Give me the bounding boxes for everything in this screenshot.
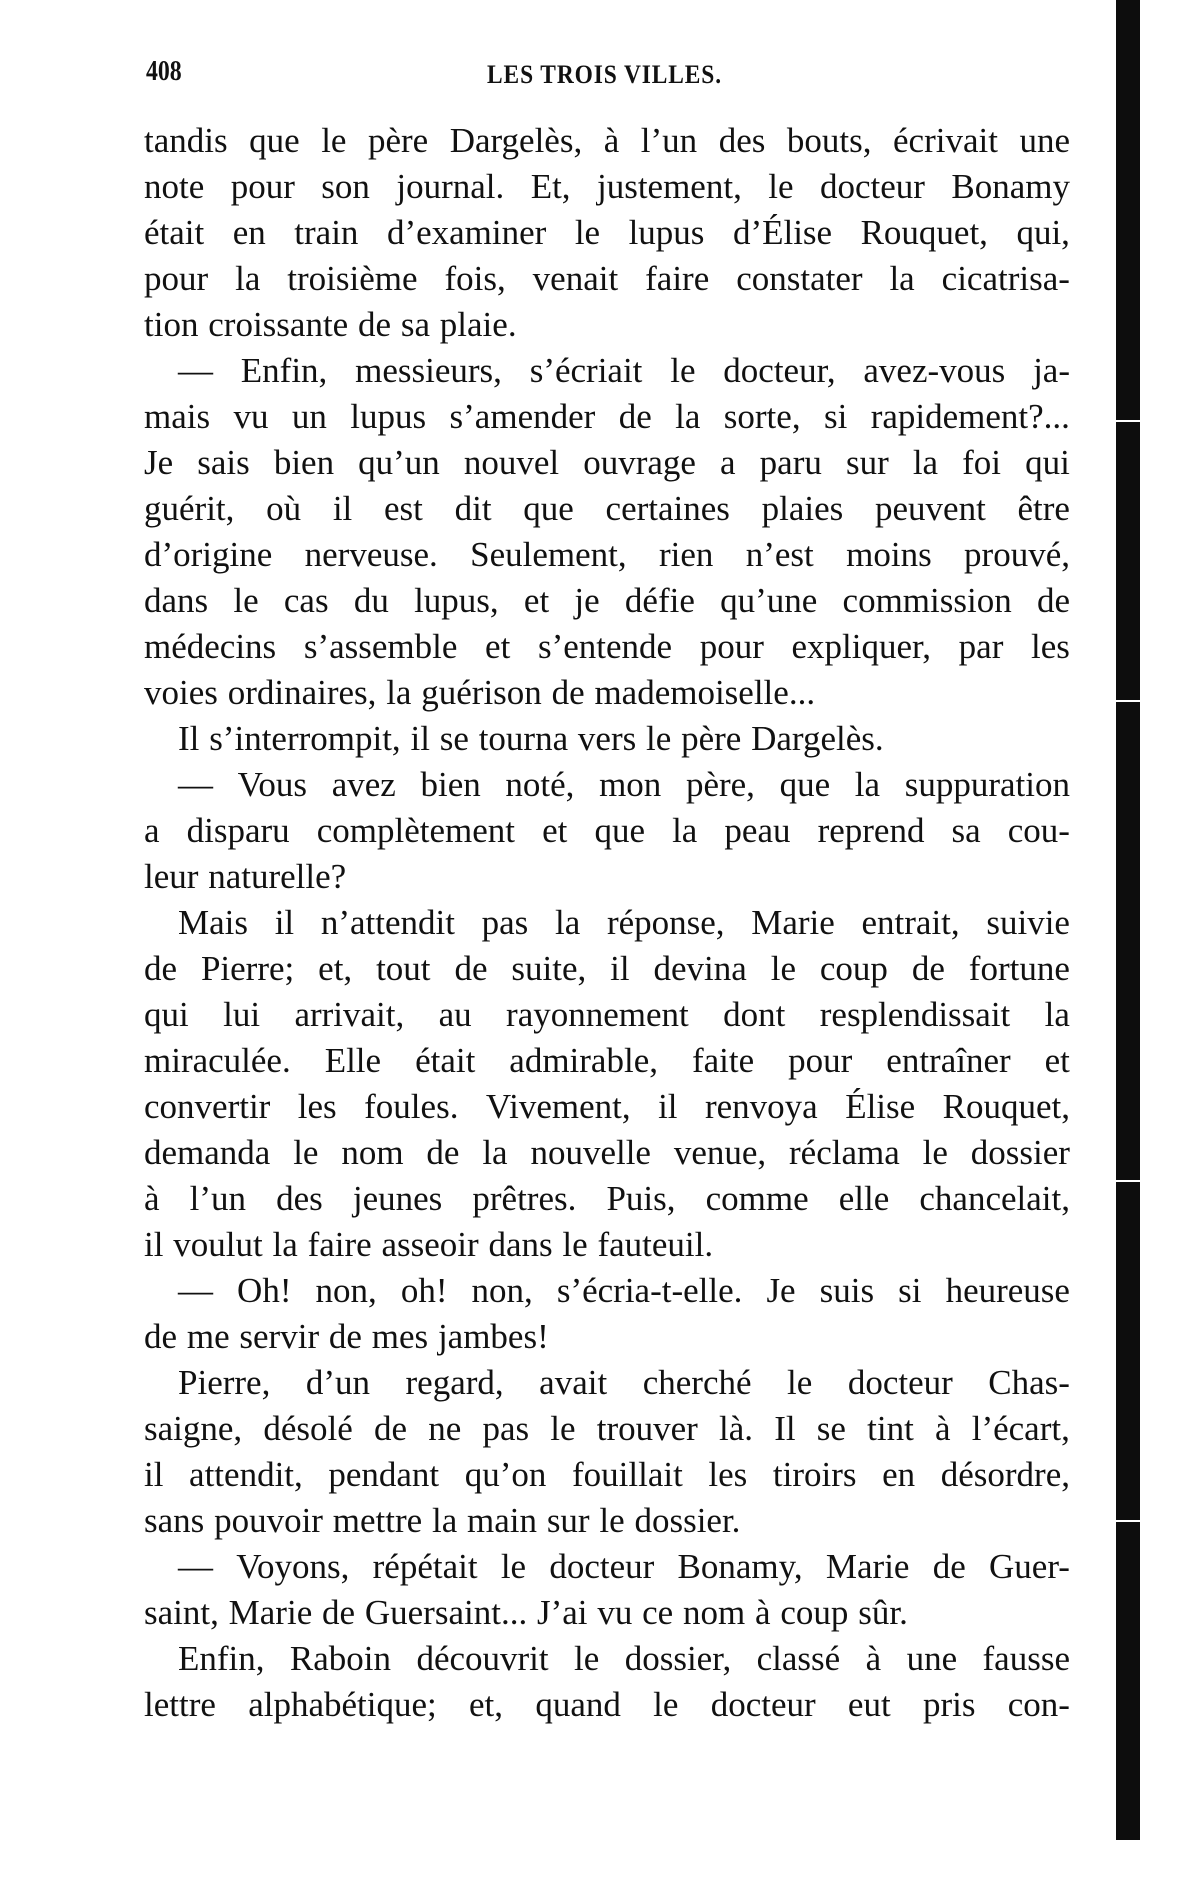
text-line: sans pouvoir mettre la main sur le dossier. — [144, 1501, 741, 1540]
text-line: voies ordinaires, la guérison de mademoiselle... — [144, 673, 816, 712]
text-line: convertir les foules. Vivement, il renvoya Élise Rouquet, — [144, 1087, 1070, 1126]
text-line: — Vous avez bien noté, mon père, que la suppuration — [178, 765, 1070, 804]
text-line: — Voyons, répétait le docteur Bonamy, Marie de Guer- — [178, 1547, 1070, 1586]
running-title-text: LES TROIS VILLES. — [487, 60, 723, 89]
page-number: 408 — [146, 56, 182, 87]
text-line: Il s’interrompit, il se tourna vers le père Dargelès. — [178, 719, 884, 758]
text-line: demanda le nom de la nouvelle venue, réclama le dossier — [144, 1133, 1070, 1172]
text-line: médecins s’assemble et s’entende pour expliquer, par les — [144, 627, 1070, 666]
text-line: note pour son journal. Et, justement, le docteur Bonamy — [144, 167, 1070, 206]
text-line: tion croissante de sa plaie. — [144, 305, 517, 344]
text-line: leur naturelle? — [144, 857, 347, 896]
text-line: était en train d’examiner le lupus d’Élise Rouquet, qui, — [144, 213, 1070, 252]
text-line: lettre alphabétique; et, quand le docteur eut pris con- — [144, 1685, 1070, 1724]
text-line: — Enfin, messieurs, s’écriait le docteur, avez-vous ja- — [178, 351, 1070, 390]
text-line: saigne, désolé de ne pas le trouver là. Il se tint à l’écart, — [144, 1409, 1070, 1448]
text-line: Enfin, Raboin découvrit le dossier, classé à une fausse — [178, 1639, 1070, 1678]
text-line: tandis que le père Dargelès, à l’un des bouts, écrivait une — [144, 121, 1070, 160]
text-line: miraculée. Elle était admirable, faite pour entraîner et — [144, 1041, 1070, 1080]
text-line: de me servir de mes jambes! — [144, 1317, 549, 1356]
text-line: Mais il n’attendit pas la réponse, Marie entrait, suivie — [178, 903, 1070, 942]
text-line: a disparu complètement et que la peau reprend sa cou- — [144, 811, 1070, 850]
text-line: il attendit, pendant qu’on fouillait les tiroirs en désordre, — [144, 1455, 1070, 1494]
text-line: Pierre, d’un regard, avait cherché le docteur Chas- — [178, 1363, 1070, 1402]
text-line: saint, Marie de Guersaint... J’ai vu ce nom à coup sûr. — [144, 1593, 908, 1632]
body-text — [144, 118, 1070, 1728]
text-line: de Pierre; et, tout de suite, il devina le coup de fortune — [144, 949, 1070, 988]
text-line: mais vu un lupus s’amender de la sorte, si rapidement?... — [144, 397, 1070, 436]
text-line: d’origine nerveuse. Seulement, rien n’est moins prouvé, — [144, 535, 1070, 574]
text-line: dans le cas du lupus, et je défie qu’une commission de — [144, 581, 1070, 620]
text-line: guérit, où il est dit que certaines plaies peuvent être — [144, 489, 1070, 528]
page-edge-bar — [1116, 0, 1140, 1840]
text-line: il voulut la faire asseoir dans le fauteuil. — [144, 1225, 714, 1264]
text-line: pour la troisième fois, venait faire constater la cicatrisa- — [144, 259, 1070, 298]
text-line: qui lui arrivait, au rayonnement dont resplendissait la — [144, 995, 1070, 1034]
running-title — [0, 60, 1060, 90]
text-line: à l’un des jeunes prêtres. Puis, comme elle chancelait, — [144, 1179, 1070, 1218]
text-line: — Oh! non, oh! non, s’écria-t-elle. Je suis si heureuse — [178, 1271, 1070, 1310]
text-line: Je sais bien qu’un nouvel ouvrage a paru sur la foi qui — [144, 443, 1070, 482]
